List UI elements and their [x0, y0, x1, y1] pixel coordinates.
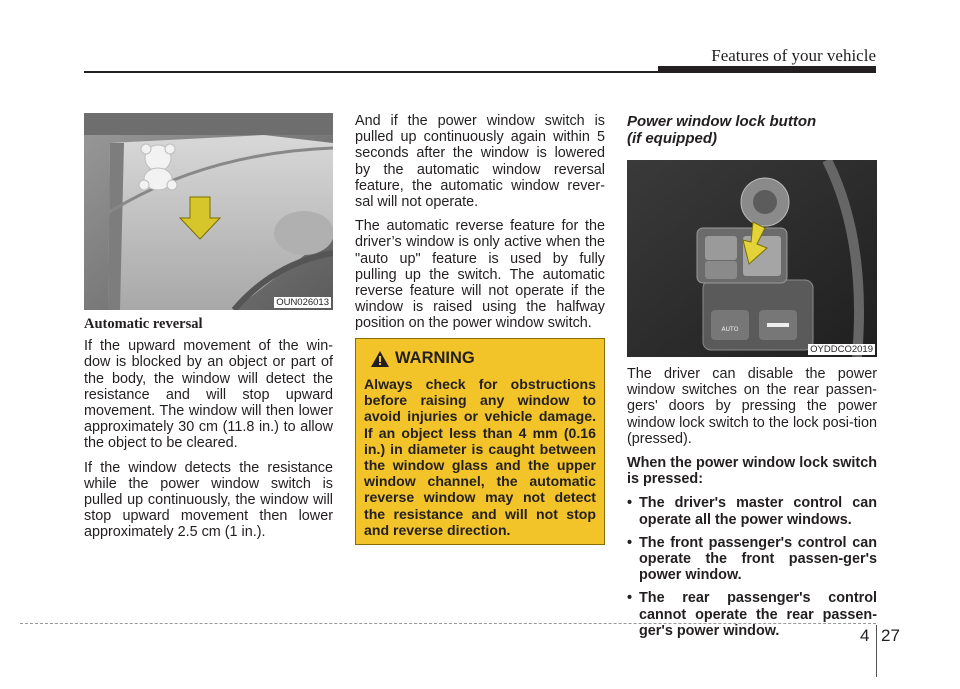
page-number: 27: [881, 626, 900, 645]
list-item: • The rear passenger's control cannot operate the rear passen-ger's power window.: [627, 590, 877, 639]
body-paragraph: The driver can disable the power window switches on the rear passen-gers' doors by pressing the power window lock switch to the lock posi-tion (pressed).: [627, 366, 877, 447]
header-bar: [658, 66, 876, 73]
automatic-reversal-photo: [84, 113, 333, 310]
warning-header: [370, 349, 596, 368]
body-paragraph: If the window detects the resistance while the power window switch is pulled up continuously, the window will stop upward movement then lower approximately 2.5 cm (1 in.).: [84, 459, 333, 541]
auto-switch-label: AUTO: [721, 326, 739, 333]
warning-title: WARNING: [395, 349, 475, 367]
heading-line: (if equipped): [627, 130, 717, 147]
car-window-illustration: [84, 113, 333, 310]
window-lock-photo: [627, 160, 877, 357]
list-item: • The driver's master control can operate all the power windows.: [627, 495, 877, 527]
bold-lead-text: When the power window lock switch is pressed:: [627, 455, 877, 488]
warning-triangle-icon: [370, 350, 390, 368]
body-paragraph: If the upward movement of the win-dow is blocked by an object or part of the body, the window will detect the resistance and will stop upward movement. The window will then lower approximately 30 cm (11.8 in.) to allow the object to be cleared.: [84, 338, 333, 452]
section-heading: [627, 113, 877, 147]
footer-rule: [20, 623, 876, 624]
page-number-separator: [876, 625, 877, 677]
bullet-list: [627, 495, 877, 639]
body-paragraph: And if the power window switch is pulled up continuously again within 5 seconds after the window is lowered by the automatic window reversal feature, the automatic window rever-sal will not operate.: [355, 113, 605, 211]
body-paragraph: The automatic reverse feature for the driver’s window is only active when the "auto up" feature is used by fully pulling up the switch. The automatic reverse feature will not operate if the window is raised using the halfway position on the power window switch.: [355, 218, 605, 332]
photo-code: OYDDCO2019: [810, 344, 873, 355]
column-right: [627, 113, 877, 646]
warning-text: Always check for obstructions before raising any window to avoid injuries or vehicle damage. If an object less than 4 mm (0.16 in.) in diameter is caught between the window glass and the upper window channel, the automatic reverse window may not detect the resistance and will not stop and reverse direction.: [364, 376, 596, 538]
section-heading: Automatic reversal: [84, 316, 203, 332]
column-left: [84, 113, 333, 549]
list-item: • The front passenger's control can operate the front passen-ger's power window.: [627, 535, 877, 584]
warning-box: [355, 338, 605, 545]
page-header-title: Features of your vehicle: [711, 46, 876, 65]
chapter-number: 4: [860, 626, 870, 645]
door-switch-panel-illustration: [627, 160, 877, 357]
photo-code: OUN026013: [276, 297, 329, 308]
column-middle: [355, 113, 605, 340]
heading-line: Power window lock button: [627, 113, 817, 130]
